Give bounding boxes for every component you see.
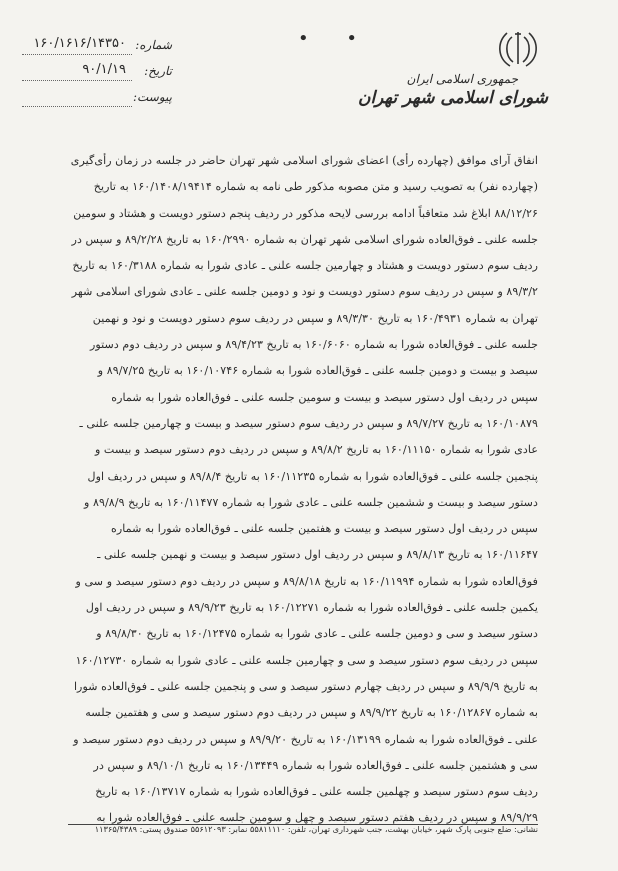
body-line: فوق‌العاده شورا به شماره ۱۶۰/۱۱۹۹۴ به تاریخ ۸۹/۸/۱۸ و سپس در ردیف دوم دستور سیصد و سی و (75, 574, 538, 588)
body-line: پنجمین جلسه علنی ـ فوق‌العاده شورا به شماره ۱۶۰/۱۱۲۳۵ به تاریخ ۸۹/۸/۴ و سپس در ردیف اول (87, 469, 538, 483)
body-line: دستور سیصد و بیست و ششمین جلسه علنی ـ عادی شورا به شماره ۱۶۰/۱۱۴۷۷ به تاریخ ۸۹/۸/۹ و (84, 495, 538, 509)
iran-emblem-icon (493, 24, 543, 74)
letter-body (70, 148, 538, 832)
body-line: (چهارده نفر) به تصویب رسید و متن مصوبه مذکور طی نامه به شماره ۱۶۰/۱۴۰۸/۱۹۴۱۴ به تاریخ (93, 180, 538, 194)
binder-dots: • • (298, 28, 373, 49)
number-row (22, 38, 172, 64)
body-line: یکمین جلسه علنی ـ فوق‌العاده شورا به شماره ۱۶۰/۱۲۲۷۱ به تاریخ ۸۹/۹/۲۳ و سپس در ردیف اول (85, 601, 538, 615)
body-line: به شماره ۱۶۰/۱۲۸۶۷ به تاریخ ۸۹/۹/۲۲ و سپس در ردیف دوم دستور سیصد و سی و هفتمین جلسه (85, 706, 538, 720)
body-line: سپس در ردیف اول دستور سیصد و بیست و سومین جلسه علنی ـ فوق‌العاده شورا به شماره (111, 390, 538, 404)
republic-heading: جمهوری اسلامی ایران (406, 72, 518, 86)
attachment-label: پیوست: (132, 90, 172, 104)
body-line: سپس در ردیف اول دستور سیصد و بیست و هفتمین جلسه علنی ـ فوق‌العاده شورا به شماره (110, 522, 538, 536)
body-line: ردیف سوم دستور سیصد و چهلمین جلسه علنی ـ فوق‌العاده شورا به شماره ۱۶۰/۱۳۷۱۷ به تاریخ (95, 785, 538, 799)
body-line: سپس در ردیف سوم دستور سیصد و سی و چهارمین جلسه علنی ـ عادی شورا به شماره ۱۶۰/۱۲۷۳۰ (75, 653, 538, 667)
council-heading: شورای اسلامی شهر تهران (357, 88, 548, 108)
number-line (22, 54, 132, 55)
body-line: ردیف سوم دستور دویست و هشتاد و چهارمین جلسه علنی ـ عادی شورا به شماره ۱۶۰/۳۱۸۸ به تاریخ (72, 259, 538, 273)
attachment-line (22, 106, 132, 107)
body-line: جلسه علنی ـ فوق‌العاده شورا به شماره ۱۶۰/۶۰۶۰ به تاریخ ۸۹/۴/۲۳ و سپس در ردیف دوم دستور (89, 338, 538, 352)
body-line: علنی ـ فوق‌العاده شورا به شماره ۱۶۰/۱۳۱۹۹ به تاریخ ۸۹/۹/۲۰ و سپس در ردیف دوم دستور سیصد و (73, 732, 538, 746)
body-line: ۸۹/۳/۲ و سپس در ردیف سوم دستور دویست و نود و دومین جلسه علنی ـ عادی شورای اسلامی شهر (71, 285, 538, 299)
body-line: ۸۸/۱۲/۲۶ ابلاغ شد متعاقباً ادامه بررسی لایحه مذکور در ردیف پنجم دستور دویست و هشتاد و سومین (73, 206, 538, 220)
body-line: عادی شورا به شماره ۱۶۰/۱۱۱۵۰ به تاریخ ۸۹/۸/۲ و سپس در ردیف دوم دستور سیصد و بیست و (94, 443, 538, 457)
date-label: تاریخ: (144, 64, 172, 78)
number-value: ۱۶۰/۱۶۱۶/۱۴۳۵۰ (33, 36, 126, 51)
body-line: سیصد و بیست و دومین جلسه علنی ـ فوق‌العاده شورا به شماره ۱۶۰/۱۰۷۴۶ به تاریخ ۸۹/۷/۲۵ و (97, 364, 538, 378)
body-line: سی و هشتمین جلسه علنی ـ فوق‌العاده شورا به شماره ۱۶۰/۱۳۴۴۹ به تاریخ ۸۹/۱۰/۱ و سپس در (93, 758, 538, 772)
body-line: ۸۹/۹/۲۹ و سپس در ردیف هفتم دستور سیصد و چهل و سومین جلسه علنی ـ فوق‌العاده شورا به (96, 811, 538, 825)
body-line: انفاق آرای موافق (چهارده رأی) اعضای شورای اسلامی شهر تهران حاضر در جلسه در زمان رأی‌گیری (70, 154, 538, 167)
date-line (22, 80, 132, 81)
body-line: به تاریخ ۸۹/۹/۹ و سپس در ردیف چهارم دستور سیصد و سی و پنجمین جلسه علنی ـ فوق‌العاده شورا (73, 679, 538, 693)
footer-address: نشانی: ضلع جنوبی پارک شهر، خیابان بهشت، جنب شهرداری تهران، تلفن: ۵۵۸۱۱۱۱۰ نمابر: ۵۵۶۱۲۰۹۳ صندوق پستی: ۱۱۳۶۵/۴۳۸۹ (94, 824, 538, 834)
body-line: دستور سیصد و سی و دومین جلسه علنی ـ عادی شورا به شماره ۱۶۰/۱۲۴۷۵ به تاریخ ۸۹/۸/۳۰ و (96, 627, 538, 641)
body-line: ۱۶۰/۱۱۶۴۷ به تاریخ ۸۹/۸/۱۳ و سپس در ردیف اول دستور سیصد و بیست و نهمین جلسه علنی ـ (97, 548, 538, 562)
date-row (22, 64, 172, 90)
attachment-row (22, 90, 172, 116)
body-line: جلسه علنی ـ فوق‌العاده شورای اسلامی شهر تهران به شماره ۱۶۰/۲۹۹۰ به تاریخ ۸۹/۲/۲۸ و سپس در (71, 232, 538, 246)
date-value: ۹۰/۱/۱۹ (82, 62, 126, 77)
body-line: ۱۶۰/۱۰۸۷۹ به تاریخ ۸۹/۷/۲۷ و سپس در ردیف سوم دستور سیصد و بیست و چهارمین جلسه علنی ـ (79, 416, 538, 430)
letter-meta (22, 38, 172, 116)
number-label: شماره: (135, 38, 172, 52)
body-line: تهران به شماره ۱۶۰/۴۹۳۱ به تاریخ ۸۹/۳/۳۰ و سپس در ردیف سوم دستور دویست و نود و نهمین (92, 311, 538, 325)
